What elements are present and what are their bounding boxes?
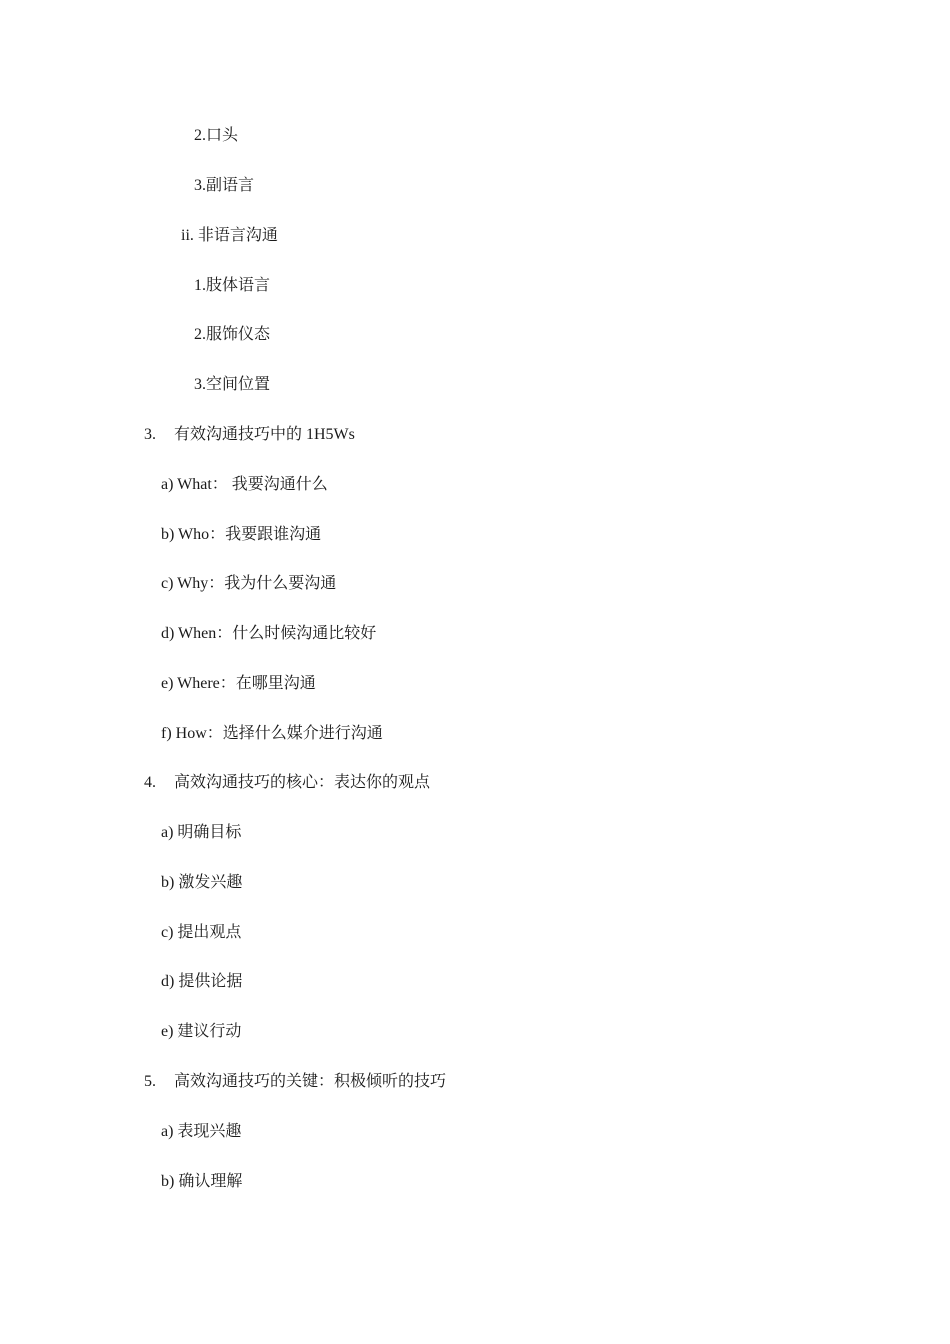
outline-item — [194, 126, 238, 146]
item-text: 2.服饰仪态 — [194, 326, 271, 343]
section-title: 有效沟通技巧中的 1H5Ws — [174, 426, 355, 443]
item-text: ii. 非语言沟通 — [181, 227, 278, 244]
section-title: 高效沟通技巧的关键：积极倾听的技巧 — [174, 1073, 447, 1090]
list-item — [161, 674, 316, 694]
item-text: a) 明确目标 — [161, 824, 242, 841]
list-item — [161, 873, 242, 893]
item-text: a) What： 我要沟通什么 — [161, 476, 328, 493]
section-heading — [144, 773, 430, 793]
list-item — [161, 475, 328, 495]
item-text: 3.空间位置 — [194, 376, 271, 393]
outline-item — [194, 176, 254, 196]
list-item — [161, 823, 241, 843]
outline-item — [194, 375, 270, 395]
item-text: d) 提供论据 — [161, 973, 243, 990]
item-text: c) Why：我为什么要沟通 — [161, 575, 337, 592]
list-item — [161, 972, 242, 992]
section-title: 高效沟通技巧的核心：表达你的观点 — [174, 774, 431, 791]
outline-item — [194, 276, 270, 296]
section-heading — [144, 425, 355, 445]
item-text: b) 确认理解 — [161, 1173, 243, 1190]
list-item — [161, 1122, 241, 1142]
list-item — [161, 574, 336, 594]
item-text: 2.口头 — [194, 127, 239, 144]
item-text: a) 表现兴趣 — [161, 1123, 242, 1140]
item-text: f) How：选择什么媒介进行沟通 — [161, 725, 383, 742]
list-item — [161, 1022, 241, 1042]
item-text: e) Where：在哪里沟通 — [161, 675, 316, 692]
item-text: c) 提出观点 — [161, 924, 242, 941]
list-item — [161, 624, 376, 644]
list-item — [161, 1172, 242, 1192]
section-heading — [144, 1072, 446, 1092]
item-text: d) When：什么时候沟通比较好 — [161, 625, 377, 642]
list-item — [161, 525, 321, 545]
section-number: 5. — [144, 1073, 156, 1090]
section-number: 4. — [144, 774, 156, 791]
item-text: e) 建议行动 — [161, 1023, 242, 1040]
item-text: 1.肢体语言 — [194, 277, 271, 294]
list-item — [161, 923, 241, 943]
item-text: b) Who：我要跟谁沟通 — [161, 526, 322, 543]
section-number: 3. — [144, 426, 156, 443]
outline-item — [181, 226, 278, 246]
outline-item — [194, 325, 270, 345]
list-item — [161, 724, 383, 744]
item-text: b) 激发兴趣 — [161, 874, 243, 891]
item-text: 3.副语言 — [194, 177, 255, 194]
